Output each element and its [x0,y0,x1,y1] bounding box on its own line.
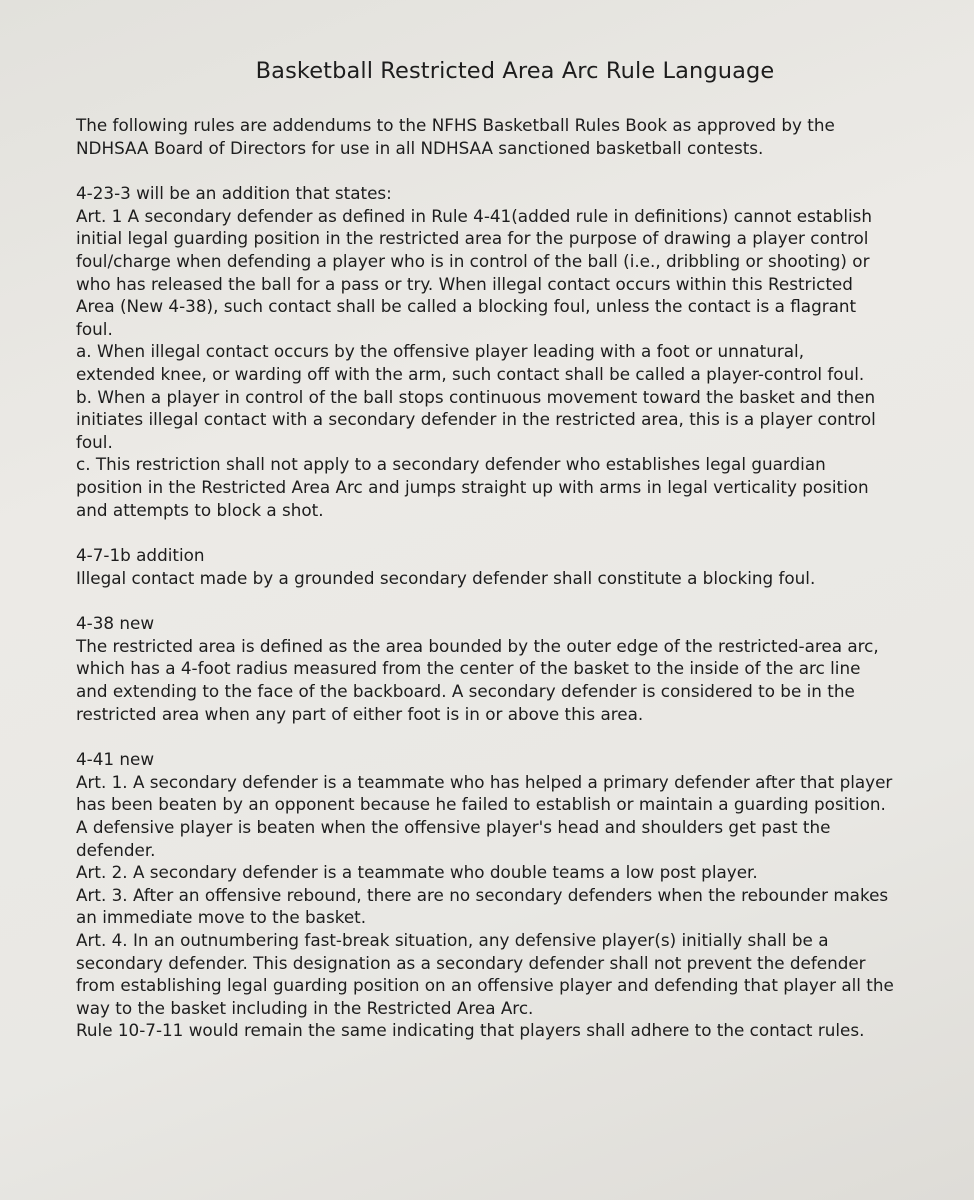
section-line: Art. 4. In an outnumbering fast-break situation, any defensive player(s) initially shall be a [76,930,829,950]
section-line: Art. 1 A secondary defender as defined in Rule 4-41(added rule in definitions) cannot establish [76,205,873,226]
section-4-38 [76,612,894,725]
section-line: Rule 10-7-11 would remain the same indicating that players shall adhere to the contact rules. [76,1020,865,1041]
section-line: Area (New 4-38), such contact shall be called a blocking foul, unless the contact is a flagrant [76,296,857,317]
section-line: initiates illegal contact with a secondary defender in the restricted area, this is a player control [76,409,876,430]
section-line: way to the basket including in the Restricted Area Arc. [76,997,534,1018]
section-line: and attempts to block a shot. [76,499,324,520]
section-line: a. When illegal contact occurs by the offensive player leading with a foot or unnatural, [76,341,805,362]
section-heading: 4-41 new [76,749,155,770]
section-line: foul. [76,318,113,339]
section-line: defender. [76,839,156,860]
section-heading: 4-23-3 will be an addition that states: [76,183,392,204]
section-heading: 4-7-1b addition [76,545,205,566]
section-line: Art. 3. After an offensive rebound, there are no secondary defenders when the rebounder makes [76,884,889,905]
section-line: and extending to the face of the backboard. A secondary defender is considered to be in the [76,681,855,702]
intro-line: NDHSAA Board of Directors for use in all NDHSAA sanctioned basketball contests. [76,137,764,158]
section-line: initial legal guarding position in the restricted area for the purpose of drawing a player control [76,228,869,249]
section-line: secondary defender. This designation as a secondary defender shall not prevent the defender [76,952,866,973]
section-line: Illegal contact made by a grounded secondary defender shall constitute a blocking foul. [76,567,816,588]
section-line: an immediate move to the basket. [76,907,367,928]
intro-paragraph [76,114,894,159]
section-line: Art. 2. A secondary defender is a teammate who double teams a low post player. [76,862,758,883]
section-line: Art. 1. A secondary defender is a teammate who has helped a primary defender after that player [76,771,893,792]
section-line: restricted area when any part of either foot is in or above this area. [76,703,644,724]
section-4-23-3 [76,182,894,521]
section-heading: 4-38 new [76,613,155,634]
section-4-41 [76,748,894,1042]
section-line: which has a 4-foot radius measured from the center of the basket to the inside of the arc line [76,658,861,679]
section-line: extended knee, or warding off with the arm, such contact shall be called a player-control foul. [76,363,865,384]
section-line: position in the Restricted Area Arc and jumps straight up with arms in legal verticality position [76,476,869,497]
section-4-7-1b [76,544,894,589]
document-title: Basketball Restricted Area Arc Rule Language [255,58,775,84]
section-line: foul/charge when defending a player who is in control of the ball (i.e., dribbling or shooting) or [76,250,870,271]
intro-line: The following rules are addendums to the NFHS Basketball Rules Book as approved by the [76,115,835,135]
section-line: who has released the ball for a pass or try. When illegal contact occurs within this Restricted [76,273,853,294]
section-line: A defensive player is beaten when the offensive player's head and shoulders get past the [76,817,831,838]
section-line: c. This restriction shall not apply to a secondary defender who establishes legal guardian [76,454,826,475]
section-line: The restricted area is defined as the area bounded by the outer edge of the restricted-area arc, [76,635,879,656]
section-line: foul. [76,431,113,452]
section-line: from establishing legal guarding position on an offensive player and defending that player all the [76,975,894,996]
section-line: has been beaten by an opponent because he failed to establish or maintain a guarding position. [76,794,886,815]
section-line: b. When a player in control of the ball stops continuous movement toward the basket and then [76,386,876,407]
